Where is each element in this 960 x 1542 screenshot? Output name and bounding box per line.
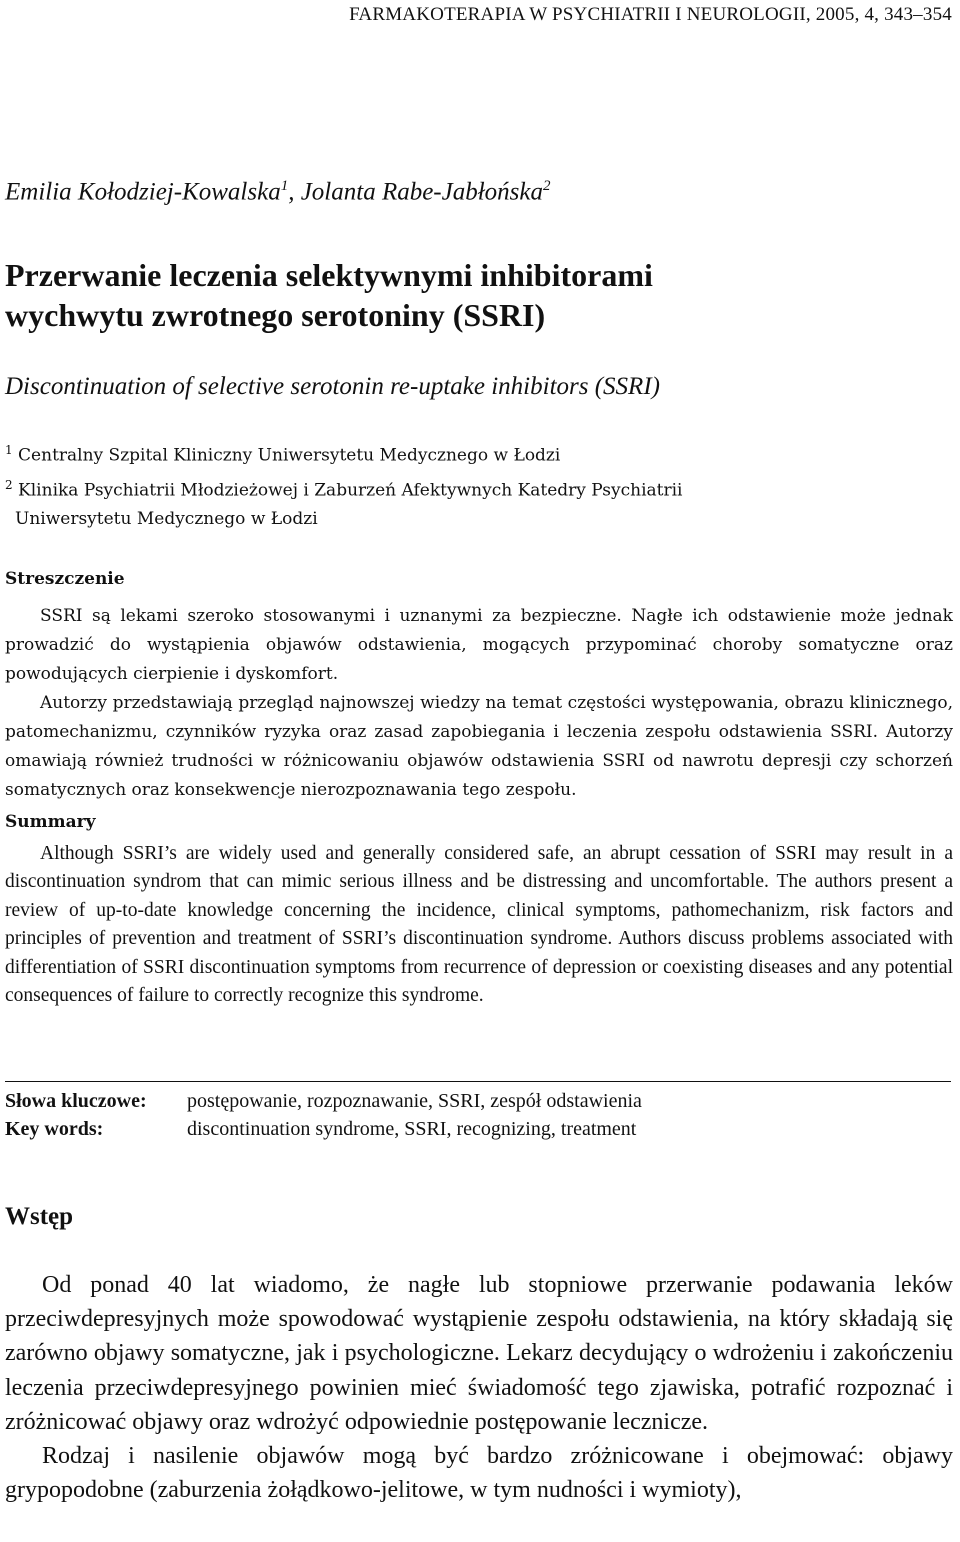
abstract-paragraph: Autorzy przedstawiają przegląd najnowszej wiedzy na temat częstości występowania, obrazu klinicznego, patomechanizmu, czynników ryzyka oraz zasad zapobiegania i leczenia zespołu odstawienia SSRI. Autorzy omawiają również trudności w różnicowaniu objawów odstawienia SSRI od nawrotu depresji czy schorzeń somatycznych oraz konsekwencje nierozpoznawania tego zespołu.	[5, 693, 953, 800]
author-list	[5, 178, 551, 206]
keywords-block	[5, 1087, 642, 1143]
summary-heading: Summary	[5, 812, 96, 832]
english-title: Discontinuation of selective serotonin re-uptake inhibitors (SSRI)	[5, 373, 660, 400]
affiliation-number: 1	[5, 443, 13, 457]
abstract-polish	[5, 565, 953, 805]
affiliation-number: 2	[5, 477, 13, 492]
summary-paragraph: Although SSRI’s are widely used and generally considered safe, an abrupt cessation of SSRI may result in a discontinuation syndrom that can mimic serious illness and be distressing and uncomfortable. The authors present a review of up-to-date knowledge concerning the incidence, clinical symptoms, pathomechanizm, risk factors and principles of prevention and treatment of SSRI’s discontinuation syndrome. Authors discuss problems associated with differentiation of SSRI discontinuation symptoms from recurrence of depression or coexisting diseases and any potential consequences of failure to correctly recognize this syndrome.	[5, 843, 953, 1007]
affiliation-2	[5, 471, 945, 506]
journal-header: FARMAKOTERAPIA W PSYCHIATRII I NEUROLOGII, 2005, 4, 343–354	[349, 4, 952, 25]
title-line: Przerwanie leczenia selektywnymi inhibitorami	[5, 257, 653, 293]
author-affiliation-number: 2	[543, 178, 551, 194]
body-paragraph: Rodzaj i nasilenie objawów mogą być bardzo zróżnicowane i obejmować: objawy grypopodobne (zaburzenia żołądkowo-jelitowe, w tym nudności i wymioty),	[5, 1443, 953, 1504]
keywords-value: postępowanie, rozpoznawanie, SSRI, zespół odstawienia	[187, 1090, 642, 1112]
keywords-english	[5, 1115, 642, 1143]
keywords-label: Słowa kluczowe:	[5, 1090, 147, 1112]
introduction-body	[5, 1268, 953, 1507]
abstract-english	[5, 808, 953, 1010]
author-affiliation-number: 1	[280, 178, 289, 194]
article-title	[5, 255, 945, 335]
affiliation-text: Centralny Szpital Kliniczny Uniwersytetu Medycznego w Łodzi	[18, 445, 561, 466]
affiliation-text: Klinika Psychiatrii Młodzieżowej i Zaburzeń Afektywnych Katedry Psychiatrii	[18, 480, 683, 501]
author-name: Jolanta Rabe-Jabłońska	[300, 178, 544, 206]
author-name: Emilia Kołodziej-Kowalska	[5, 178, 281, 206]
affiliation-1	[5, 436, 945, 471]
body-paragraph: Od ponad 40 lat wiadomo, że nagłe lub stopniowe przerwanie podawania leków przeciwdepresyjnych może spowodować wystąpienie zespołu odstawienia, na który składają się zarówno objawy somatyczne, jak i psychologiczne. Lekarz decydujący o wdrożeniu i zakończeniu leczenia przeciwdepresyjnego powinien mieć świadomość tego zjawiska, potrafić rozpoznać i zróżnicować objawy oraz wdrożyć odpowiednie postępowanie lecznicze.	[5, 1272, 953, 1435]
affiliation-2-continued: Uniwersytetu Medycznego w Łodzi	[15, 509, 318, 530]
keywords-label: Key words:	[5, 1118, 104, 1140]
title-line: wychwytu zwrotnego serotoniny (SSRI)	[5, 297, 546, 333]
keywords-value: discontinuation syndrome, SSRI, recognizing, treatment	[187, 1118, 637, 1140]
keywords-divider	[5, 1081, 951, 1082]
affiliations	[5, 436, 945, 534]
author-separator: ,	[288, 178, 301, 206]
section-heading-introduction: Wstęp	[5, 1203, 74, 1230]
abstract-paragraph: SSRI są lekami szeroko stosowanymi i uznanymi za bezpieczne. Nagłe ich odstawienie może jednak prowadzić do wystąpienia objawów odstawienia, mogących przypominać choroby somatyczne oraz powodujących cierpienie i dyskomfort.	[5, 606, 953, 684]
keywords-polish	[5, 1087, 642, 1115]
abstract-heading: Streszczenie	[5, 569, 125, 589]
